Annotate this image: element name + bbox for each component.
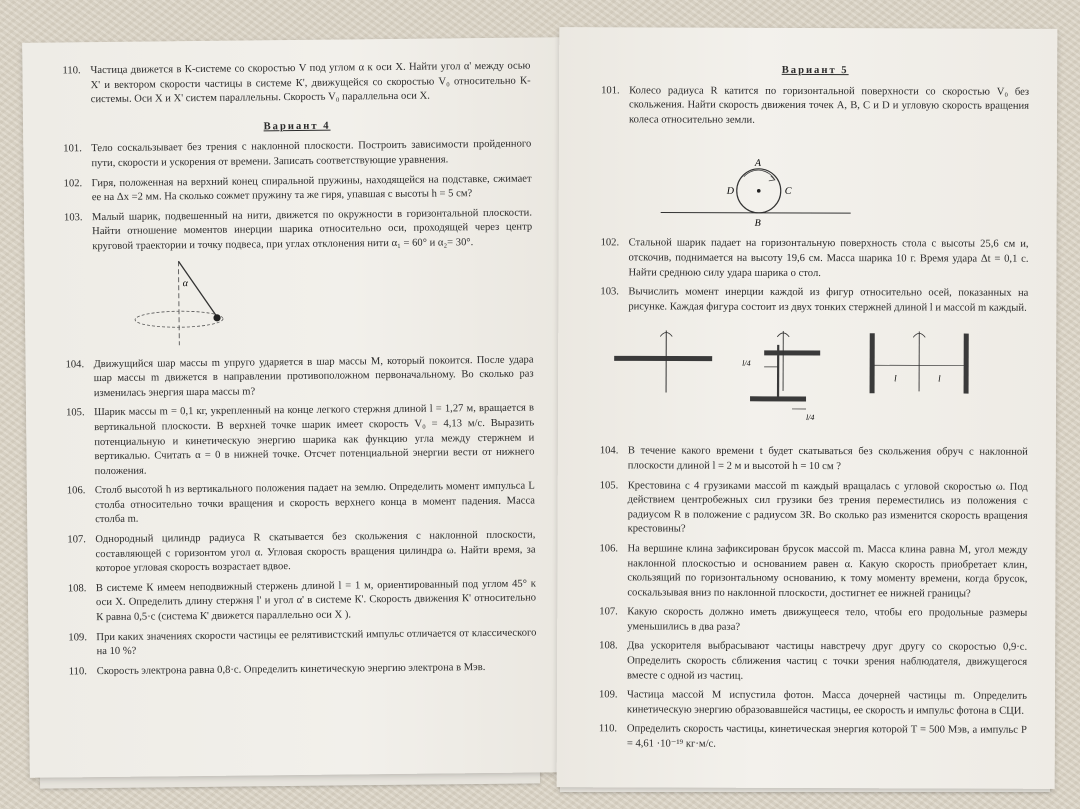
task-text: Шарик массы m = 0,1 кг, укрепленный на конце легкого стержня длиной l = 1,27 м, вращается в вертикальной плоскости. В верхней точке шарик имеет скорость V₀ = 4,13 м/с. Выразить потенциальную и кинетическую энергию шарика как функцию угла между стержнем и вертикалью. Считать α = 0 в нижней точке. Отсчет потенциальной энергии вести от нижнего положения. <box>93 402 535 477</box>
task-item <box>600 445 1028 476</box>
task-number: 109. <box>598 689 618 701</box>
task-text: Гиря, положенная на верхний конец спиральной пружины, находящейся на подставке, сжимает ее на Δx =2 мм. На сколько сожмет пружину та же гиря, упавшая с высоты h = 5 см? <box>91 173 532 204</box>
task-number: 107. <box>599 606 618 618</box>
task-number: 104. <box>599 445 619 457</box>
rods-inertia-diagram <box>600 331 1028 432</box>
task-item <box>599 689 1027 720</box>
task-text: Тело соскальзывает без трения с наклонной плоскости. Построить зависимости пройденного пути, скорости и ускорения от времени. Записать соответствующие уравнения. <box>91 138 532 170</box>
task-item <box>600 479 1028 539</box>
task-number: 110. <box>68 666 87 678</box>
task-item <box>68 577 536 626</box>
task-text: Определить скорость частицы, кинетическая энергия которой T = 500 Мэв, а импульс P = 4,61 ·10⁻¹⁹ кг·м/с. <box>626 723 1027 750</box>
task-item <box>66 402 535 480</box>
rod-distance-label-left: l <box>894 373 897 384</box>
task-item <box>600 285 1028 316</box>
variant-heading: Вариант 4 <box>263 120 331 133</box>
task-text: На вершине клина зафиксирован брусок массой m. Масса клина равна M, угол между наклонной плоскостью и основанием равен α. Какую скорость приобретает клин, скользящий по горизонтальному основанию, к тому моменту времени, когда брусок, соскальзывая вниз по наклонной плоскости, достигнет ее нижней границы? <box>627 543 1028 600</box>
task-text: Стальной шарик падает на горизонтальную поверхность стола с высоты 25,6 см и, отскочив, поднимается на высоту 19,6 см. Масса шарика 10 г. Время удара Δt = 0,1 с. Найти среднюю силу удара шарика о стол. <box>628 237 1029 279</box>
task-item <box>599 542 1027 602</box>
task-number: 110. <box>598 723 618 735</box>
wheel-point-b: B <box>754 218 761 230</box>
task-item <box>599 723 1027 754</box>
task-number: 101. <box>601 84 620 96</box>
task-number: 102. <box>63 177 83 189</box>
pendulum-angle-label: α <box>182 277 188 289</box>
task-list <box>65 353 536 680</box>
task-number: 104. <box>65 358 85 370</box>
task-number: 103. <box>63 211 83 224</box>
task-item <box>67 480 535 529</box>
task-list <box>63 138 532 255</box>
task-number: 105. <box>65 407 85 419</box>
task-item <box>63 138 531 172</box>
task-list <box>599 445 1028 754</box>
pendulum-diagram <box>64 255 533 352</box>
task-item <box>68 626 536 660</box>
task-text: Малый шарик, подвешенный на нити, движется по окружности в горизонтальной плоскости. Найти отношение моментов инерции шарика относительно оси, проходящей через центр круговой траектории и точку подвеса, при углах отклонения нити α₁ = 60° и α₂= 30°. <box>91 207 533 253</box>
task-item <box>599 606 1027 637</box>
wheel-point-d: D <box>726 186 735 198</box>
task-text: Столб высотой h из вертикального положения падает на землю. Определить момент импульса L столба относительно точки вращения и скорость верхнего конца в момент падения. Масса столба m. <box>94 480 536 526</box>
task-text: Какую скорость должно иметь движущееся тело, чтобы его продольные размеры уменьшились в два раза? <box>627 606 1028 633</box>
task-text: В течение какого времени t будет скатываться без скольжения обруч с наклонной плоскости длиной l = 2 м и высотой h = 10 см ? <box>627 445 1028 473</box>
task-number: 107. <box>67 534 86 546</box>
pendulum-figure <box>64 255 533 352</box>
task-text: Крестовина с 4 грузиками массой m каждый вращалась с угловой скоростью ω. Под действием центробежных сил грузики без трения переместились из положения с радиусом R в положение с радиусом 3R. Во сколько раз изменится скорость вращения крестовины? <box>627 479 1028 535</box>
task-text: Однородный цилиндр радиуса R скатывается без скольжения с наклонной плоскости, составляющей с горизонтом угол α. Угловая скорость вращения цилиндра ω. Найти время, за которое угловая скорость возрастает вдвое. <box>95 529 536 575</box>
rod-distance-label-right: l <box>938 373 941 384</box>
task-number: 108. <box>599 640 618 652</box>
task-text: Вычислить момент инерции каждой из фигур относительно осей, показанных на рисунке. Каждая фигура состоит из двух тонких стержней длиной l и массой m каждый. <box>628 286 1029 314</box>
task-text: Два ускорителя выбрасывают частицы навстречу друг другу со скоростью 0,9·c. Определить скорость сближения частиц с точки зрения наблюдателя, движущегося вместе с одной из частиц. <box>627 640 1028 682</box>
task-number: 108. <box>67 583 87 595</box>
task-item <box>601 84 1029 129</box>
left-paper-sheet <box>22 37 570 778</box>
task-text: При каких значениях скорости частицы ее релятивистский импульс отличается от классического на 10 %? <box>96 627 537 658</box>
task-item <box>64 206 532 255</box>
task-number: 110. <box>62 65 81 77</box>
task-item <box>67 529 535 578</box>
rolling-wheel-diagram <box>601 133 1029 234</box>
task-list <box>601 84 1029 129</box>
task-number: 105. <box>599 479 619 491</box>
task-item <box>62 60 530 109</box>
task-text: Движущийся шар массы m упруго ударяется в шар массы M, который покоится. После удара шар массы m движется в направлении противоположном первоначальному. Во сколько раз изменилась энергия шара массы m? <box>93 354 534 399</box>
left-text-column <box>62 60 536 685</box>
rod-offset-label-bottom: l/4 <box>805 413 815 423</box>
task-number: 101. <box>63 143 82 155</box>
task-item <box>600 237 1028 282</box>
task-number: 106. <box>66 485 86 497</box>
right-paper-sheet <box>557 27 1058 789</box>
variant-heading: Вариант 5 <box>781 64 849 77</box>
right-text-column <box>599 63 1029 758</box>
task-number: 109. <box>68 631 87 644</box>
task-text: Колесо радиуса R катится по горизонтальной поверхности со скоростью V₀ без скольжения. Найти скорость движения точек A, B, C и D и угловую скорость вращения колеса относительно земли. <box>628 84 1030 126</box>
task-item <box>64 172 532 206</box>
task-text: В системе К имеем неподвижный стержень длиной l = 1 м, ориентированный под углом 45° к оси X. Определить длину стержня l' и угол α' в системе К'. Скорость движения К' относительно К равна 0,5·c (система К' движется параллельно оси X ). <box>95 578 537 624</box>
task-text: Частица массой M испустила фотон. Масса дочерней частицы m. Определить кинетическую энергию образовавшейся частицы, ее скорость и импульс фотона в СЦИ. <box>626 689 1028 717</box>
wheel-figure <box>601 133 1029 234</box>
wheel-point-c: C <box>784 186 792 198</box>
wheel-point-a: A <box>754 158 761 170</box>
task-item <box>599 640 1027 685</box>
task-text: Частица движется в К-системе со скоростью V под углом α к оси X. Найти угол α' между осью X' и вектором скорости частицы в системе К', движущейся со скоростью V₀ относительно К-системы. Оси X и X' систем параллельны. Скорость V₀ параллельна оси X. <box>90 60 531 106</box>
task-list <box>600 237 1028 316</box>
task-number: 102. <box>600 237 620 249</box>
task-number: 106. <box>599 543 619 555</box>
task-number: 103. <box>600 286 619 298</box>
task-item <box>69 660 537 679</box>
rod-offset-label-top: l/4 <box>742 359 751 369</box>
rods-figure <box>600 331 1028 432</box>
task-item <box>65 353 533 402</box>
task-text: Скорость электрона равна 0,8·c. Определить кинетическую энергию электрона в Мэв. <box>96 661 486 677</box>
